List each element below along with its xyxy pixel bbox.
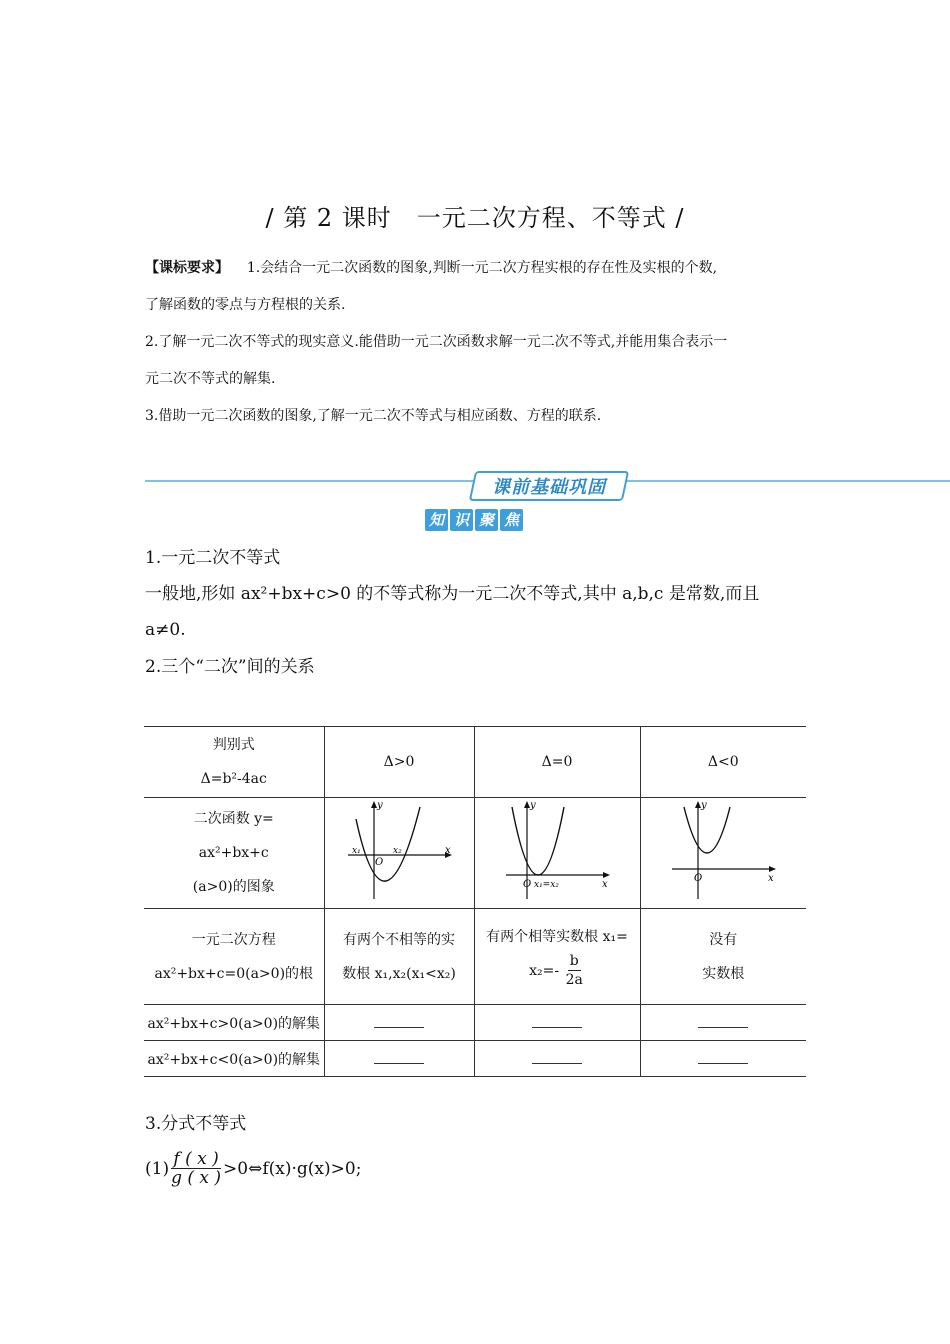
- table-row: [144, 727, 806, 798]
- table-cell: Δ<0: [640, 727, 806, 798]
- requirements-text-1: 1.会结合一元二次函数的图象,判断一元二次方程实根的存在性及实根的个数,: [246, 260, 718, 276]
- section-banner: [469, 471, 629, 501]
- relation-table: [144, 726, 806, 1077]
- sub-banner-char: 识: [450, 509, 473, 531]
- sub-banner-char: 知: [425, 509, 448, 531]
- parabola-one-root-graph: [502, 799, 612, 903]
- fraction: $\frac{b}{2a}$: [565, 953, 583, 988]
- table-cell: Δ=0: [474, 727, 640, 798]
- requirements-line-4: 元二次不等式的解集.: [145, 371, 276, 387]
- table-row: [144, 1005, 806, 1041]
- sub-banner-char: 聚: [475, 509, 498, 531]
- row-header: 判别式 Δ=b²-4ac: [144, 727, 324, 798]
- section1-line1: 一般地,形如 ax²+bx+c>0 的不等式称为一元二次不等式,其中 a,b,c 是常数,而且: [145, 584, 760, 604]
- answer-blank[interactable]: [474, 1005, 640, 1041]
- graph-label: y: [701, 800, 707, 811]
- graph-label: O: [523, 879, 532, 890]
- graph-label: x: [768, 873, 774, 884]
- answer-blank[interactable]: [324, 1005, 474, 1041]
- page-title: / 第 2 课时 一元二次方程、不等式 /: [265, 204, 685, 232]
- table-cell: [640, 798, 806, 909]
- requirements-line-3: 2.了解一元二次不等式的现实意义.能借助一元二次函数求解一元二次不等式,并能用集合表示一: [145, 334, 728, 350]
- table-row: [144, 909, 806, 1005]
- section1-heading: 1.一元二次不等式: [145, 548, 281, 568]
- requirements-label: 【课标要求】: [145, 260, 229, 276]
- table-cell: [474, 798, 640, 909]
- graph-label: y: [377, 800, 383, 811]
- table-row: [144, 1041, 806, 1077]
- graph-label: x: [602, 879, 608, 890]
- sub-banner-char: 焦: [500, 509, 523, 531]
- answer-blank[interactable]: [640, 1005, 806, 1041]
- requirements-line-2: 了解函数的零点与方程根的关系.: [145, 297, 346, 313]
- graph-label: x₁=x₂: [534, 880, 559, 890]
- table-cell: 有两个不相等的实 数根 x₁,x₂(x₁<x₂): [324, 909, 474, 1005]
- fraction-inequality: (1) $\frac{f ( x )}{g ( x )}$ >0⇔f(x)·g(x)>0;: [145, 1149, 362, 1188]
- table-cell: Δ>0: [324, 727, 474, 798]
- graph-label: O: [375, 857, 384, 868]
- answer-blank[interactable]: [324, 1041, 474, 1077]
- section-banner-text: 课前基础巩固: [492, 477, 606, 498]
- fraction: $\frac{f ( x )}{g ( x )}$: [171, 1149, 222, 1188]
- requirements-line-1: [145, 258, 810, 278]
- section2-heading: 2.三个“二次”间的关系: [145, 657, 315, 677]
- table-cell: 有两个相等实数根 x₁= x₂=- $\frac{b}{2a}$: [474, 909, 640, 1005]
- sub-banner: [425, 509, 523, 531]
- graph-label: x₂: [393, 846, 402, 856]
- graph-label: x: [445, 845, 451, 856]
- row-header: ax²+bx+c<0(a>0)的解集: [144, 1041, 324, 1077]
- requirements-line-5: 3.借助一元二次函数的图象,了解一元二次不等式与相应函数、方程的联系.: [145, 408, 602, 424]
- row-header: ax²+bx+c>0(a>0)的解集: [144, 1005, 324, 1041]
- section1-line2: a≠0.: [145, 620, 186, 640]
- table-cell: [324, 798, 474, 909]
- table-cell: 没有 实数根: [640, 909, 806, 1005]
- row-header: 一元二次方程 ax²+bx+c=0(a>0)的根: [144, 909, 324, 1005]
- answer-blank[interactable]: [640, 1041, 806, 1077]
- graph-label: O: [694, 873, 703, 884]
- parabola-no-root-graph: [668, 799, 778, 903]
- answer-blank[interactable]: [474, 1041, 640, 1077]
- graph-label: y: [530, 800, 536, 811]
- parabola-two-roots-graph: [344, 799, 454, 903]
- section3-heading: 3.分式不等式: [145, 1114, 247, 1134]
- table-row: [144, 798, 806, 909]
- row-header: 二次函数 y= ax²+bx+c (a>0)的图象: [144, 798, 324, 909]
- graph-label: x₁: [352, 846, 361, 856]
